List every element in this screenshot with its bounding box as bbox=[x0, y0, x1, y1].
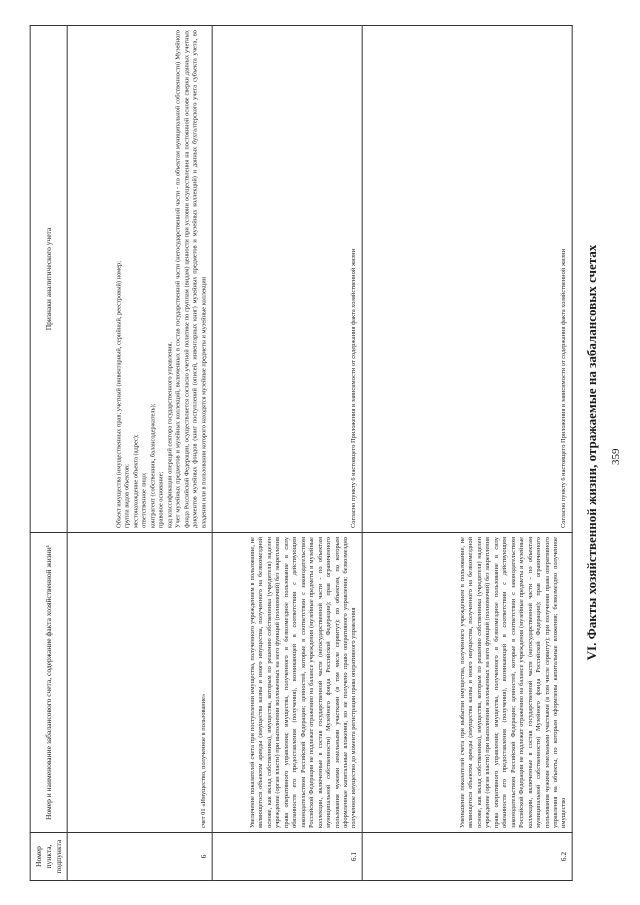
header-analytics: Признаки аналитического учета bbox=[43, 227, 53, 331]
table-row bbox=[67, 26, 212, 881]
page-number: 359 bbox=[610, 448, 622, 465]
row-account-text: счет 01 «Имущество, полученное в пользование» bbox=[200, 693, 208, 828]
analytics-line: правовое основание; bbox=[157, 471, 165, 528]
row-account-text: Увеличение показателей счета при поступлении имущества, полученного учреждением в пользование, не являющегося объектом аренды (имущества казны и иного имущества, полученного на безвозмездной основе, как вклад собственника), имущества, которым по решению собственника (учредителя) наделен учреждение (орган власти) при выполнении возложенных на него функций (полномочий) без закрепления права оперативного управления; имущества, полученного в безвозмездное пользование в силу обязанности его предоставления (получения), возникающей в соответствии с действующим законодательством Российской Федерации; ценностей, которые в соответствии с законодательством Российской Федерации не подлежат отражению на балансе учреждения (музейные предметы и музейные коллекции, включенные в состав государственной части (негосударственной части - по объектам муниципальной собственности) Музейного фонда Российской Федерации); прав ограниченного пользования чужими земельными участками (в том числе сервитут); по объектам, по которым оформленные капитальные вложения, но не получено право оперативного управления; безвозмездно полученное имущество до момента регистрации права оперативного управления bbox=[248, 537, 358, 828]
analytics-line: ответственное лицо; bbox=[141, 472, 149, 528]
row-number: 6.1 bbox=[348, 851, 358, 862]
facts-table bbox=[30, 25, 573, 881]
row-account-text: Уменьшение показателей счета при выбытии имущества, полученного учреждением в пользование, не являющегося объектом аренды (имущества казны и иного имущества, полученного на безвозмездной основе, как вклад собственника), имущества, которым по решению собственника (учредителя) наделен учреждение (орган власти) при выполнении возложенных на него функций (полномочий) без закрепления права оперативного управления; имущества, полученного в безвозмездное пользование в силу обязанности его предоставления (получения), возникающей в соответствии с действующим законодательством Российской Федерации; ценностей, которые в соответствии с законодательством Российской Федерации не подлежат отражению на балансе учреждения (музейные предметы и музейные коллекции, включенные в состав государственной части (негосударственной части - по объектам муниципальной собственности) Музейного фонда Российской Федерации); прав ограниченного пользования чужими земельными участками (в том числе сервитут); при получении права оперативного управления на объекты, по которым оформлены капитальные вложения; безвозмездно полученное имущество bbox=[458, 537, 568, 828]
table-header-row bbox=[31, 26, 68, 881]
analytics-line: местонахождение объекта (адрес); bbox=[132, 434, 140, 528]
analytics-line: код классификации операций сектора государственного управления. bbox=[166, 341, 174, 528]
analytics-line: Объект имущества (имущественных прав; учетный (инвентарный, серийный, реестровый) номер; bbox=[115, 261, 123, 528]
header-num: Номер пункта, подпункта bbox=[34, 839, 63, 874]
section-title: VI. Факты хозяйственной жизни, отражаемые на забалансовых счетах bbox=[584, 244, 599, 661]
header-account: Номер и наименование забалансового счета, содержание факта хозяйственной жизни¹ bbox=[43, 545, 53, 820]
row-analytics-text: Согласно пункту 6 настоящего Приложения в зависимости от содержания факта хозяйственной жизни bbox=[560, 248, 568, 528]
analytics-line: Учет музейных предметов и музейных коллекций, включенных в состав государственной части (негосударственной части - по объектам муниципальной собственности) Музейного фонда Российской Федерации, осуществляется согласно учетной политике по группам (видам) ценности при условии осуществления на постоянной основе сверки данных учетных документов музейных фондов (книг поступлений (описей, инвентарных книг) музейных предметов и музейных коллекций) и данных бухгалтерского учета субъекта учета, во владении или в пользовании которого находятся музейные предметы и музейные коллекции bbox=[174, 30, 208, 528]
table-row bbox=[362, 26, 572, 881]
row-number: 6.2 bbox=[558, 851, 568, 862]
table-row bbox=[212, 26, 362, 881]
analytics-line: контрагент (собственник, балансодержатель); bbox=[149, 403, 157, 528]
analytics-line: группа видов объектов; bbox=[124, 464, 132, 528]
row-number: 6 bbox=[198, 854, 208, 859]
row-analytics-list bbox=[116, 30, 209, 528]
row-analytics-text: Согласно пункту 6 настоящего Приложения в зависимости от содержания факта хозяйственной жизни bbox=[350, 248, 358, 528]
